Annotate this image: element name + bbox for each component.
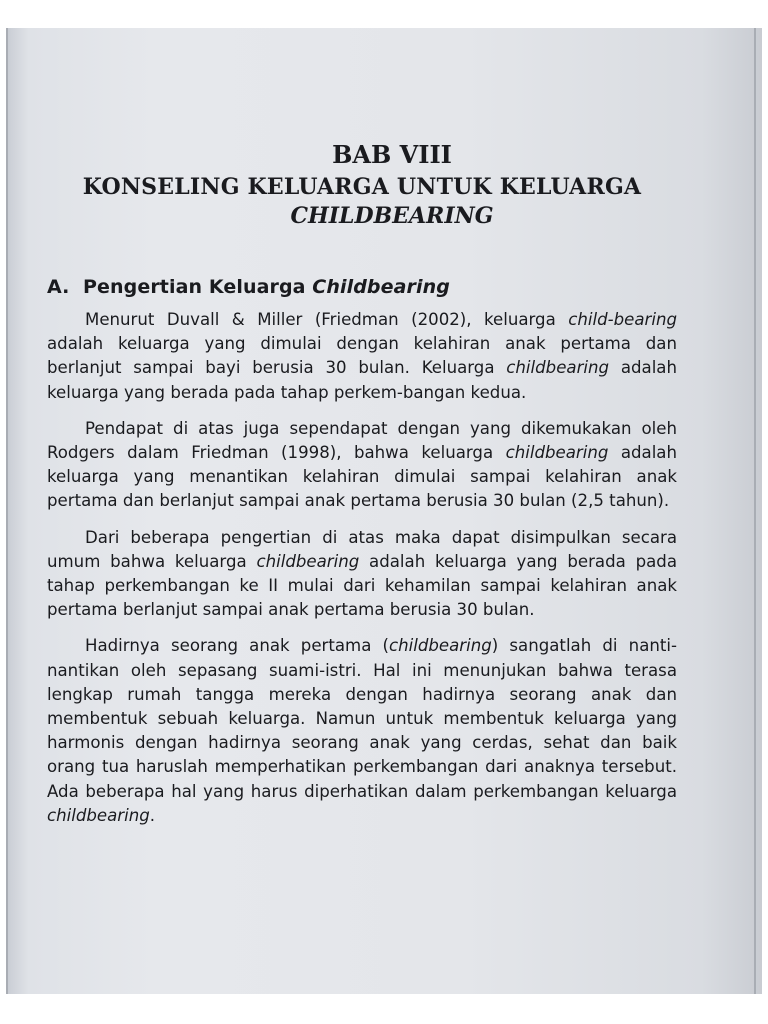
chapter-subtitle: CHILDBEARING xyxy=(290,203,494,229)
paragraph-3 xyxy=(47,526,677,623)
italic-term: childbearing xyxy=(388,636,492,656)
page-edge-right xyxy=(754,28,756,994)
italic-term: child-bearing xyxy=(568,310,677,329)
book-page xyxy=(6,28,762,994)
chapter-heading xyxy=(47,138,677,230)
paragraph-text: . xyxy=(149,805,156,825)
paragraph-1 xyxy=(47,308,677,405)
chapter-title: KONSELING KELUARGA UNTUK KELUARGA xyxy=(82,174,642,200)
paragraph-2 xyxy=(47,417,677,514)
paragraph-text: adalah keluarga yang dimulai dengan kelahiran anak pertama dan berlanjut sampai bayi berusia 30 bulan. Keluarga xyxy=(47,334,677,378)
italic-term: childbearing xyxy=(256,551,360,571)
section-letter: A. xyxy=(47,276,70,298)
italic-term: childbearing xyxy=(47,805,150,825)
paragraph-text: Menurut Duvall & Miller (Friedman (2002), keluarga xyxy=(85,310,569,329)
italic-term: childbearing xyxy=(506,358,610,378)
section-heading xyxy=(47,276,677,298)
section-title-italic: Childbearing xyxy=(312,276,450,298)
paragraph-text: adalah keluarga yang berada pada tahap perkembangan ke II mulai dari kehamilan sampai kelahiran anak pertama berlanjut sampai anak pertama berusia 30 bulan. xyxy=(47,551,677,620)
section-title-plain: Pengertian Keluarga xyxy=(83,276,313,298)
chapter-number: BAB VIII xyxy=(332,140,452,169)
page-content xyxy=(47,138,677,840)
paragraph-text: ) sangatlah di nanti-nantikan oleh sepasang suami-istri. Hal ini menunjukan bahwa terasa lengkap rumah tangga mereka dengan hadirnya seorang anak dan membentuk sebuah keluarga. Namun untuk membentuk keluarga yang harmonis dengan hadirnya seorang anak yang cerdas, sehat dan baik orang tua haruslah memperhatikan perkembangan dari anaknya tersebut. Ada beberapa hal yang harus diperhatikan dalam perkembangan keluarga xyxy=(47,636,677,801)
paragraph-4 xyxy=(47,634,677,828)
paragraph-text: Hadirnya seorang anak pertama ( xyxy=(85,636,389,656)
paragraph-text: Dari beberapa pengertian di atas maka dapat disimpulkan secara umum bahwa keluarga xyxy=(47,527,677,571)
italic-term: childbearing xyxy=(505,443,609,463)
paragraph-text: Pendapat di atas juga sependapat dengan yang dikemukakan oleh Rodgers dalam Friedman (1998), bahwa keluarga xyxy=(47,418,677,463)
paragraph-text: adalah keluarga yang menantikan kelahiran dimulai sampai kelahiran anak pertama dan berlanjut sampai anak pertama berusia 30 bulan (2,5 tahun). xyxy=(47,443,677,511)
page-edge-left xyxy=(6,28,8,994)
paragraph-text: adalah keluarga yang berada pada tahap perkem-bangan kedua. xyxy=(47,358,677,402)
